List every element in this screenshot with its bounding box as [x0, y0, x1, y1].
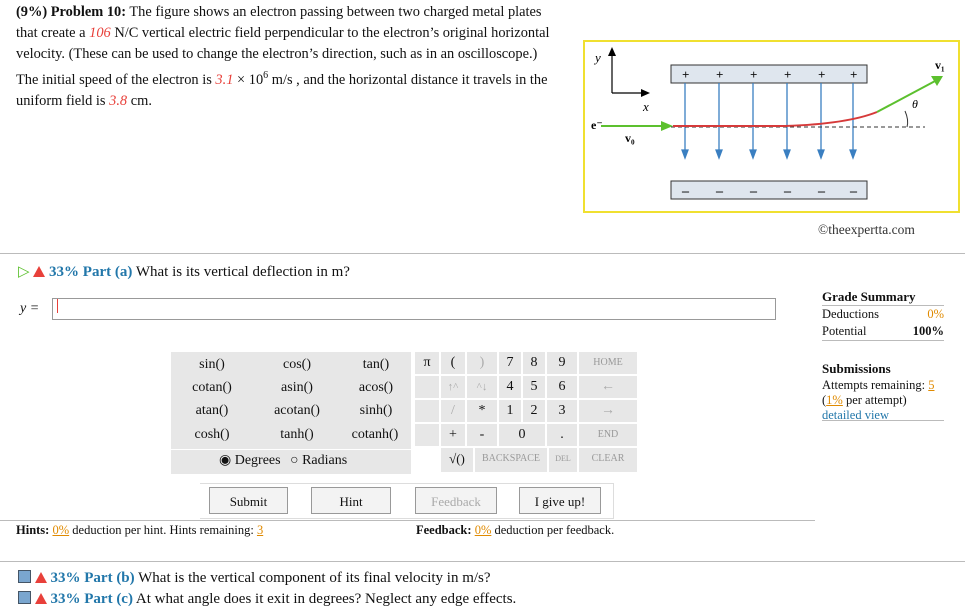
times-ten: × 10	[237, 71, 264, 88]
blank-key	[415, 424, 439, 446]
separator	[0, 253, 965, 254]
potential-label: Potential	[822, 324, 867, 338]
part-a-header	[18, 262, 350, 281]
function-keypad	[171, 352, 411, 474]
minus-key[interactable]: -	[467, 424, 497, 446]
lparen-key[interactable]: (	[441, 352, 465, 374]
cotan-key[interactable]: cotan()	[192, 380, 232, 395]
text-cursor	[57, 299, 58, 313]
speed-value: 3.1	[215, 71, 234, 88]
acotan-key[interactable]: acotan()	[274, 403, 320, 418]
divide-key[interactable]: /	[441, 400, 465, 422]
separator	[0, 520, 815, 521]
minus-sign: –	[818, 184, 825, 199]
separator	[0, 561, 965, 562]
part-c-header[interactable]	[18, 591, 516, 608]
part-c-percent: 33% Part (c)	[50, 591, 133, 607]
hint-button[interactable]: Hint	[311, 487, 391, 514]
plus-sign: +	[818, 67, 826, 82]
home-key[interactable]: HOME	[579, 352, 637, 374]
y-axis-arrow	[608, 47, 616, 56]
hints-text: deduction per hint. Hints remaining:	[72, 523, 254, 537]
answer-input[interactable]	[52, 298, 776, 320]
feedback-pct: 0%	[474, 523, 492, 537]
expand-arrow-icon[interactable]: ▷	[18, 264, 30, 280]
digit-4-key[interactable]: 4	[499, 376, 521, 398]
minus-sign: –	[716, 184, 723, 199]
distance-value: 3.8	[109, 92, 128, 109]
degrees-label: Degrees	[234, 453, 281, 468]
multiply-key[interactable]: *	[467, 400, 497, 422]
digit-7-key[interactable]: 7	[499, 352, 521, 374]
feedback-label: Feedback:	[416, 523, 472, 537]
attempts-label: Attempts remaining:	[822, 378, 926, 392]
right-arrow-key[interactable]: →	[579, 400, 637, 422]
minus-sign: –	[750, 184, 757, 199]
separator	[822, 420, 944, 421]
positive-plate	[671, 65, 867, 83]
warning-icon	[35, 572, 47, 583]
problem-text-1: The figure shows an electron passing between two charged metal plates that create a	[16, 4, 542, 41]
delete-key[interactable]: DEL	[549, 448, 577, 472]
minus-sign: –	[850, 184, 857, 199]
field-value: 106	[89, 25, 111, 41]
tanh-key[interactable]: tanh()	[280, 427, 314, 442]
digit-2-key[interactable]: 2	[523, 400, 545, 422]
feedback-info	[416, 523, 614, 538]
hints-info	[16, 523, 263, 538]
per-attempt-pct: 1%	[826, 393, 843, 407]
collapse-icon[interactable]	[18, 591, 31, 604]
v0-label: v₀	[625, 131, 635, 145]
atan-key[interactable]: atan()	[195, 403, 229, 418]
theta-label: θ	[912, 97, 918, 111]
part-c-question: At what angle does it exit in degrees? Neglect any edge effects.	[135, 591, 517, 607]
part-b-question: What is the vertical component of its final velocity in m/s?	[138, 570, 491, 586]
give-up-button[interactable]: I give up!	[519, 487, 601, 514]
x-axis-label: x	[643, 99, 649, 114]
part-b-header[interactable]	[18, 570, 491, 587]
rparen-key[interactable]: )	[467, 352, 497, 374]
radians-radio[interactable]: ○ Radians	[290, 453, 348, 468]
deductions-value: 0%	[927, 307, 944, 321]
blank-key	[415, 400, 439, 422]
clear-key[interactable]: CLEAR	[579, 448, 637, 472]
backspace-key[interactable]: BACKSPACE	[475, 448, 547, 472]
part-b-percent: 33% Part (b)	[50, 570, 135, 586]
field-lines	[682, 83, 856, 158]
minus-sign: –	[784, 184, 791, 199]
separator	[822, 340, 944, 341]
answer-variable: y =	[20, 301, 40, 316]
problem-text-3: m/s , and the horizontal distance it travels in the uniform field is	[16, 71, 548, 109]
digit-1-key[interactable]: 1	[499, 400, 521, 422]
grade-summary-title: Grade Summary	[822, 289, 916, 304]
problem-text-4: cm.	[130, 92, 152, 109]
warning-icon	[35, 593, 47, 604]
superscript-key[interactable]: ↑^	[441, 376, 465, 398]
electron-label: e⁻	[591, 118, 603, 132]
final-velocity-arrow	[877, 80, 937, 112]
problem-text-2: N/C vertical electric field perpendicular to the electron’s original horizontal velocity. (These can be used to change the electron’s direction, such as in an oscilloscope.) The initial speed of the electron is	[16, 25, 550, 88]
pi-key[interactable]: π	[415, 352, 439, 374]
acos-key[interactable]: acos()	[358, 380, 394, 395]
feedback-button[interactable]: Feedback	[415, 487, 497, 514]
warning-icon	[33, 266, 45, 277]
problem-figure	[583, 40, 960, 213]
digit-9-key[interactable]: 9	[547, 352, 577, 374]
degrees-radio[interactable]: ◉ Degrees	[219, 453, 281, 468]
cotanh-key[interactable]: cotanh()	[351, 427, 399, 442]
electron-plates-diagram	[585, 42, 958, 211]
submissions-title: Submissions	[822, 361, 891, 376]
per-attempt-text: per attempt)	[845, 393, 907, 407]
negative-plate	[671, 181, 867, 199]
final-velocity-arrowhead	[931, 76, 943, 86]
digit-0-key[interactable]: 0	[499, 424, 545, 446]
copyright-credit: ©theexpertta.com	[818, 222, 915, 237]
plus-sign: +	[750, 67, 758, 82]
sin-key[interactable]: sin()	[199, 357, 225, 372]
asin-key[interactable]: asin()	[281, 380, 313, 395]
digit-8-key[interactable]: 8	[523, 352, 545, 374]
collapse-icon[interactable]	[18, 570, 31, 583]
part-a-percent: 33% Part (a)	[49, 264, 133, 280]
hints-remaining: 3	[256, 523, 264, 537]
angle-arc	[905, 111, 908, 127]
exponent: 6	[263, 70, 269, 81]
attempts-value: 5	[928, 378, 935, 392]
plus-sign: +	[682, 67, 690, 82]
sinh-key[interactable]: sinh()	[359, 403, 393, 418]
detailed-view-link[interactable]: detailed view	[822, 408, 889, 422]
part-a-question: What is its vertical deflection in m?	[135, 264, 350, 280]
plus-sign: +	[850, 67, 858, 82]
grade-summary: Grade Summary Deductions 0% Potential 100% Submissions Attempts remaining: 5 (1% per attempt) detailed view	[822, 289, 944, 422]
cos-key[interactable]: cos()	[283, 357, 311, 372]
submit-button[interactable]: Submit	[209, 487, 288, 514]
initial-velocity-arrowhead	[661, 121, 673, 131]
x-axis-arrow	[641, 89, 650, 97]
digit-5-key[interactable]: 5	[523, 376, 545, 398]
separator	[822, 305, 944, 306]
angle-mode	[171, 449, 411, 475]
plus-sign: +	[784, 67, 792, 82]
potential-value: 100%	[912, 324, 944, 338]
v1-label: v₁	[935, 58, 945, 72]
minus-sign: –	[682, 184, 689, 199]
hints-pct: 0%	[52, 523, 70, 537]
plus-sign: +	[716, 67, 724, 82]
left-arrow-key[interactable]: ←	[579, 376, 637, 398]
problem-heading: (9%) Problem 10:	[16, 4, 127, 20]
radians-label: Radians	[302, 453, 348, 468]
decimal-key[interactable]: .	[547, 424, 577, 446]
feedback-text: deduction per feedback.	[494, 523, 615, 537]
digit-3-key[interactable]: 3	[547, 400, 577, 422]
end-key[interactable]: END	[579, 424, 637, 446]
electron-trajectory	[673, 112, 877, 126]
hints-label: Hints:	[16, 523, 50, 537]
tan-key[interactable]: tan()	[362, 357, 390, 372]
problem-statement	[16, 2, 556, 112]
cosh-key[interactable]: cosh()	[194, 427, 230, 442]
y-axis-label: y	[595, 50, 601, 65]
sqrt-key[interactable]: √()	[441, 448, 473, 472]
deductions-label: Deductions	[822, 307, 879, 321]
subscript-key[interactable]: ^↓	[467, 376, 497, 398]
blank-key	[415, 376, 439, 398]
digit-6-key[interactable]: 6	[547, 376, 577, 398]
plus-key[interactable]: +	[441, 424, 465, 446]
